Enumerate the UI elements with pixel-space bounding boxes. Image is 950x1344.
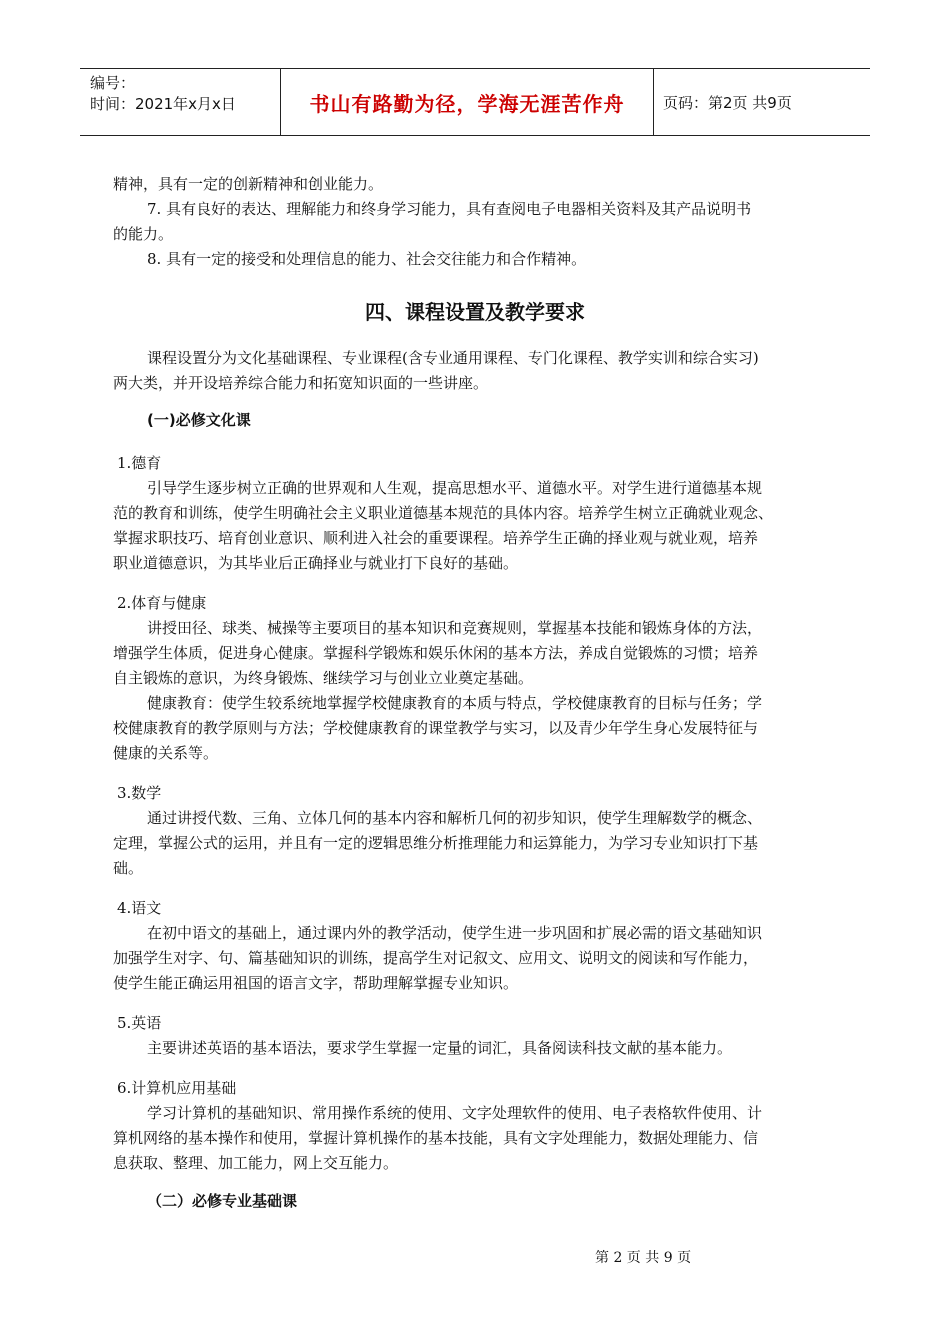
page-footer: 第 2 页 共 9 页 xyxy=(595,1250,692,1266)
course-title: 5.英语 xyxy=(117,1014,162,1032)
body-line: 精神，具有一定的创新精神和创业能力。 xyxy=(113,175,384,193)
course-text: 息获取、整理、加工能力，网上交互能力。 xyxy=(113,1154,399,1172)
course-title: 1.德育 xyxy=(117,454,162,472)
header-meta xyxy=(80,69,281,135)
course-text: 加强学生对字、句、篇基础知识的训练，提高学生对记叙文、应用文、说明文的阅读和写作能力， xyxy=(113,949,759,967)
course-title: 3.数学 xyxy=(117,784,162,802)
course-text: 础。 xyxy=(113,859,144,877)
course-text: 范的教育和训练，使学生明确社会主义职业道德基本规范的具体内容。培养学生树立正确就业观念、 xyxy=(113,504,774,522)
intro-line: 课程设置分为文化基础课程、专业课程(含专业通用课程、专门化课程、教学实训和综合实习) xyxy=(147,349,759,367)
course-text: 引导学生逐步树立正确的世界观和人生观，提高思想水平、道德水平。对学生进行道德基本规 xyxy=(147,479,763,497)
section-title: 四、课程设置及教学要求 xyxy=(365,300,585,324)
course-text: 讲授田径、球类、械操等主要项目的基本知识和竞赛规则，掌握基本技能和锻炼身体的方法， xyxy=(147,619,763,637)
page-header xyxy=(80,68,870,136)
course-text: 健康教育：使学生较系统地掌握学校健康教育的本质与特点，学校健康教育的目标与任务；学 xyxy=(147,694,763,712)
body-line: 7. 具有良好的表达、理解能力和终身学习能力，具有查阅电子电器相关资料及其产品说明书 xyxy=(147,200,752,218)
course-text: 使学生能正确运用祖国的语言文字，帮助理解掌握专业知识。 xyxy=(113,974,519,992)
course-text: 增强学生体质，促进身心健康。掌握科学锻炼和娱乐休闲的基本方法，养成自觉锻炼的习惯；培养 xyxy=(113,644,759,662)
intro-line: 两大类，并开设培养综合能力和拓宽知识面的一些讲座。 xyxy=(113,374,489,392)
course-title: 2.体育与健康 xyxy=(117,594,207,612)
course-text: 职业道德意识，为其毕业后正确择业与就业打下良好的基础。 xyxy=(113,554,519,572)
course-title: 4.语文 xyxy=(117,899,162,917)
course-text: 通过讲授代数、三角、立体几何的基本内容和解析几何的初步知识，使学生理解数学的概念、 xyxy=(147,809,763,827)
course-text: 算机网络的基本操作和使用，掌握计算机操作的基本技能，具有文字处理能力，数据处理能力、信 xyxy=(113,1129,759,1147)
course-text: 主要讲述英语的基本语法，要求学生掌握一定量的词汇，具备阅读科技文献的基本能力。 xyxy=(147,1039,733,1057)
course-text: 校健康教育的教学原则与方法；学校健康教育的课堂教学与实习，以及青少年学生身心发展特征与 xyxy=(113,719,759,737)
header-page-info: 页码：第2页 共9页 xyxy=(663,93,792,112)
course-text: 掌握求职技巧、培育创业意识、顺利进入社会的重要课程。培养学生正确的择业观与就业观，培养 xyxy=(113,529,759,547)
header-motto: 书山有路勤为径，学海无涯苦作舟 xyxy=(281,69,654,135)
course-title: 6.计算机应用基础 xyxy=(117,1079,237,1097)
course-text: 定理，掌握公式的运用，并且有一定的逻辑思维分析推理能力和运算能力，为学习专业知识打下基 xyxy=(113,834,759,852)
course-text: 健康的关系等。 xyxy=(113,744,219,762)
subsection-title: (一)必修文化课 xyxy=(147,411,251,429)
subsection-title: （二）必修专业基础课 xyxy=(147,1192,298,1210)
header-date: 时间：2021年x月x日 xyxy=(90,95,236,113)
body-line: 的能力。 xyxy=(113,225,174,243)
course-text: 在初中语文的基础上，通过课内外的教学活动，使学生进一步巩固和扩展必需的语文基础知识 xyxy=(147,924,763,942)
course-text: 自主锻炼的意识，为终身锻炼、继续学习与创业立业奠定基础。 xyxy=(113,669,534,687)
body-line: 8. 具有一定的接受和处理信息的能力、社会交往能力和合作精神。 xyxy=(147,250,587,268)
header-number: 编号： xyxy=(90,74,136,92)
course-text: 学习计算机的基础知识、常用操作系统的使用、文字处理软件的使用、电子表格软件使用、计 xyxy=(147,1104,763,1122)
